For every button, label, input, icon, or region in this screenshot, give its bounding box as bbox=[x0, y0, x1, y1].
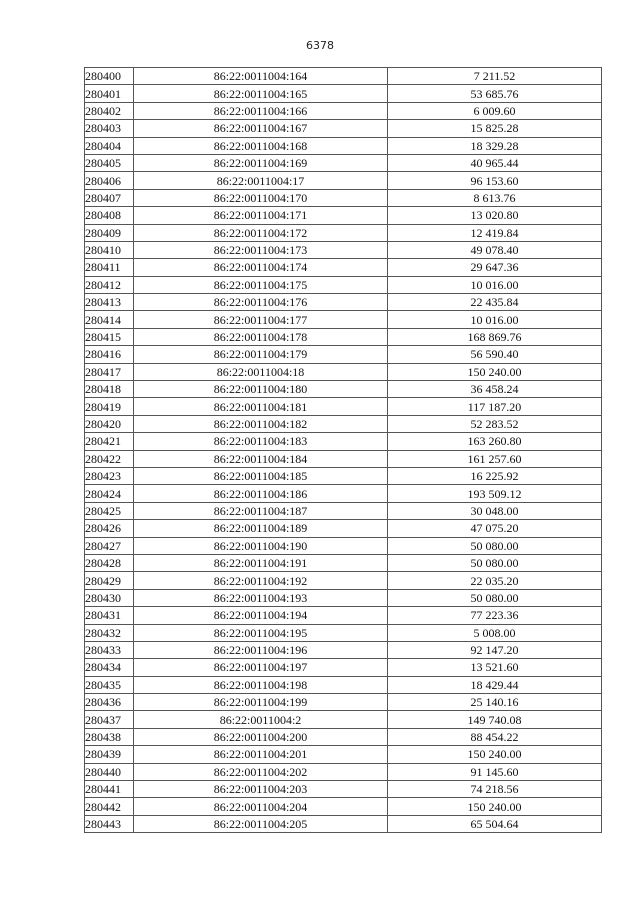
row-number: 280401 bbox=[85, 85, 134, 102]
table-row bbox=[85, 346, 602, 363]
cadastral-number: 86:22:0011004:201 bbox=[134, 746, 388, 763]
row-number: 280414 bbox=[85, 311, 134, 328]
row-number: 280416 bbox=[85, 346, 134, 363]
cadastral-value: 10 016.00 bbox=[388, 276, 602, 293]
cadastral-number: 86:22:0011004:177 bbox=[134, 311, 388, 328]
table-row bbox=[85, 415, 602, 432]
table-row bbox=[85, 815, 602, 832]
row-number: 280415 bbox=[85, 328, 134, 345]
cadastral-number: 86:22:0011004:180 bbox=[134, 381, 388, 398]
table-row bbox=[85, 137, 602, 154]
cadastral-value: 29 647.36 bbox=[388, 259, 602, 276]
cadastral-value: 161 257.60 bbox=[388, 450, 602, 467]
cadastral-value: 8 613.76 bbox=[388, 189, 602, 206]
cadastral-number: 86:22:0011004:189 bbox=[134, 520, 388, 537]
cadastral-number: 86:22:0011004:192 bbox=[134, 572, 388, 589]
row-number: 280421 bbox=[85, 433, 134, 450]
cadastral-number: 86:22:0011004:178 bbox=[134, 328, 388, 345]
cadastral-value: 65 504.64 bbox=[388, 815, 602, 832]
row-number: 280422 bbox=[85, 450, 134, 467]
cadastral-number: 86:22:0011004:182 bbox=[134, 415, 388, 432]
cadastral-value: 150 240.00 bbox=[388, 363, 602, 380]
row-number: 280409 bbox=[85, 224, 134, 241]
cadastral-value: 36 458.24 bbox=[388, 381, 602, 398]
cadastral-value: 13 020.80 bbox=[388, 207, 602, 224]
table-row bbox=[85, 607, 602, 624]
row-number: 280412 bbox=[85, 276, 134, 293]
row-number: 280439 bbox=[85, 746, 134, 763]
cadastral-number: 86:22:0011004:183 bbox=[134, 433, 388, 450]
cadastral-value: 13 521.60 bbox=[388, 659, 602, 676]
row-number: 280417 bbox=[85, 363, 134, 380]
cadastral-number: 86:22:0011004:167 bbox=[134, 120, 388, 137]
row-number: 280427 bbox=[85, 537, 134, 554]
table-row bbox=[85, 85, 602, 102]
table-row bbox=[85, 554, 602, 571]
table-row bbox=[85, 102, 602, 119]
table-row bbox=[85, 398, 602, 415]
row-number: 280438 bbox=[85, 728, 134, 745]
row-number: 280437 bbox=[85, 711, 134, 728]
table-row bbox=[85, 259, 602, 276]
cadastral-number: 86:22:0011004:165 bbox=[134, 85, 388, 102]
cadastral-value: 10 016.00 bbox=[388, 311, 602, 328]
cadastral-value: 15 825.28 bbox=[388, 120, 602, 137]
cadastral-value: 163 260.80 bbox=[388, 433, 602, 450]
table-row bbox=[85, 694, 602, 711]
cadastral-number: 86:22:0011004:187 bbox=[134, 502, 388, 519]
row-number: 280403 bbox=[85, 120, 134, 137]
table-row bbox=[85, 241, 602, 258]
table-row bbox=[85, 450, 602, 467]
table-row bbox=[85, 68, 602, 85]
cadastral-number: 86:22:0011004:2 bbox=[134, 711, 388, 728]
cadastral-number: 86:22:0011004:193 bbox=[134, 589, 388, 606]
table-row bbox=[85, 746, 602, 763]
table-row bbox=[85, 572, 602, 589]
row-number: 280435 bbox=[85, 676, 134, 693]
row-number: 280430 bbox=[85, 589, 134, 606]
table-row bbox=[85, 711, 602, 728]
row-number: 280410 bbox=[85, 241, 134, 258]
table-row bbox=[85, 641, 602, 658]
table-row bbox=[85, 676, 602, 693]
cadastral-number: 86:22:0011004:164 bbox=[134, 68, 388, 85]
cadastral-number: 86:22:0011004:194 bbox=[134, 607, 388, 624]
cadastral-number: 86:22:0011004:17 bbox=[134, 172, 388, 189]
row-number: 280432 bbox=[85, 624, 134, 641]
row-number: 280405 bbox=[85, 154, 134, 171]
cadastral-number: 86:22:0011004:172 bbox=[134, 224, 388, 241]
row-number: 280411 bbox=[85, 259, 134, 276]
cadastral-number: 86:22:0011004:198 bbox=[134, 676, 388, 693]
row-number: 280436 bbox=[85, 694, 134, 711]
row-number: 280408 bbox=[85, 207, 134, 224]
table-row bbox=[85, 589, 602, 606]
table-row bbox=[85, 502, 602, 519]
cadastral-value: 18 429.44 bbox=[388, 676, 602, 693]
cadastral-value: 12 419.84 bbox=[388, 224, 602, 241]
row-number: 280423 bbox=[85, 467, 134, 484]
cadastral-number: 86:22:0011004:205 bbox=[134, 815, 388, 832]
table-row bbox=[85, 433, 602, 450]
table-row bbox=[85, 276, 602, 293]
row-number: 280440 bbox=[85, 763, 134, 780]
row-number: 280441 bbox=[85, 781, 134, 798]
row-number: 280425 bbox=[85, 502, 134, 519]
table-row bbox=[85, 363, 602, 380]
cadastral-number: 86:22:0011004:196 bbox=[134, 641, 388, 658]
table-body bbox=[85, 68, 602, 833]
cadastral-number: 86:22:0011004:168 bbox=[134, 137, 388, 154]
cadastral-value: 168 869.76 bbox=[388, 328, 602, 345]
cadastral-value: 49 078.40 bbox=[388, 241, 602, 258]
page-number: 6378 bbox=[306, 39, 334, 52]
cadastral-number: 86:22:0011004:170 bbox=[134, 189, 388, 206]
cadastral-number: 86:22:0011004:190 bbox=[134, 537, 388, 554]
row-number: 280418 bbox=[85, 381, 134, 398]
cadastral-number: 86:22:0011004:174 bbox=[134, 259, 388, 276]
table-row bbox=[85, 537, 602, 554]
table-row bbox=[85, 624, 602, 641]
table-row bbox=[85, 328, 602, 345]
row-number: 280431 bbox=[85, 607, 134, 624]
row-number: 280407 bbox=[85, 189, 134, 206]
cadastral-value: 53 685.76 bbox=[388, 85, 602, 102]
table-row bbox=[85, 154, 602, 171]
cadastral-value: 50 080.00 bbox=[388, 537, 602, 554]
table-row bbox=[85, 763, 602, 780]
row-number: 280404 bbox=[85, 137, 134, 154]
cadastral-number: 86:22:0011004:166 bbox=[134, 102, 388, 119]
cadastral-number: 86:22:0011004:197 bbox=[134, 659, 388, 676]
row-number: 280434 bbox=[85, 659, 134, 676]
cadastral-number: 86:22:0011004:199 bbox=[134, 694, 388, 711]
cadastral-number: 86:22:0011004:175 bbox=[134, 276, 388, 293]
row-number: 280443 bbox=[85, 815, 134, 832]
table-row bbox=[85, 798, 602, 815]
row-number: 280420 bbox=[85, 415, 134, 432]
table-row bbox=[85, 224, 602, 241]
cadastral-value: 77 223.36 bbox=[388, 607, 602, 624]
cadastral-value: 6 009.60 bbox=[388, 102, 602, 119]
cadastral-value: 74 218.56 bbox=[388, 781, 602, 798]
cadastral-value: 92 147.20 bbox=[388, 641, 602, 658]
row-number: 280428 bbox=[85, 554, 134, 571]
table-row bbox=[85, 189, 602, 206]
cadastral-number: 86:22:0011004:18 bbox=[134, 363, 388, 380]
cadastral-value: 22 035.20 bbox=[388, 572, 602, 589]
cadastral-number: 86:22:0011004:186 bbox=[134, 485, 388, 502]
cadastral-value: 18 329.28 bbox=[388, 137, 602, 154]
table-row bbox=[85, 381, 602, 398]
cadastral-number: 86:22:0011004:203 bbox=[134, 781, 388, 798]
cadastral-number: 86:22:0011004:200 bbox=[134, 728, 388, 745]
cadastral-value: 52 283.52 bbox=[388, 415, 602, 432]
cadastral-value: 30 048.00 bbox=[388, 502, 602, 519]
row-number: 280424 bbox=[85, 485, 134, 502]
row-number: 280426 bbox=[85, 520, 134, 537]
cadastral-number: 86:22:0011004:185 bbox=[134, 467, 388, 484]
table-row bbox=[85, 485, 602, 502]
cadastral-value: 149 740.08 bbox=[388, 711, 602, 728]
cadastral-value: 150 240.00 bbox=[388, 798, 602, 815]
cadastral-value: 40 965.44 bbox=[388, 154, 602, 171]
cadastral-value: 7 211.52 bbox=[388, 68, 602, 85]
table-row bbox=[85, 172, 602, 189]
cadastral-value: 16 225.92 bbox=[388, 467, 602, 484]
row-number: 280433 bbox=[85, 641, 134, 658]
table-row bbox=[85, 520, 602, 537]
cadastral-number: 86:22:0011004:204 bbox=[134, 798, 388, 815]
table-row bbox=[85, 728, 602, 745]
table-row bbox=[85, 659, 602, 676]
cadastral-number: 86:22:0011004:179 bbox=[134, 346, 388, 363]
registry-table bbox=[84, 67, 602, 833]
cadastral-value: 193 509.12 bbox=[388, 485, 602, 502]
row-number: 280413 bbox=[85, 294, 134, 311]
row-number: 280406 bbox=[85, 172, 134, 189]
cadastral-number: 86:22:0011004:181 bbox=[134, 398, 388, 415]
table-row bbox=[85, 311, 602, 328]
cadastral-value: 88 454.22 bbox=[388, 728, 602, 745]
cadastral-value: 150 240.00 bbox=[388, 746, 602, 763]
table-row bbox=[85, 120, 602, 137]
row-number: 280442 bbox=[85, 798, 134, 815]
table-row bbox=[85, 294, 602, 311]
row-number: 280402 bbox=[85, 102, 134, 119]
cadastral-number: 86:22:0011004:169 bbox=[134, 154, 388, 171]
cadastral-number: 86:22:0011004:202 bbox=[134, 763, 388, 780]
cadastral-value: 22 435.84 bbox=[388, 294, 602, 311]
cadastral-number: 86:22:0011004:191 bbox=[134, 554, 388, 571]
cadastral-value: 50 080.00 bbox=[388, 589, 602, 606]
table-row bbox=[85, 207, 602, 224]
table-row bbox=[85, 781, 602, 798]
cadastral-number: 86:22:0011004:184 bbox=[134, 450, 388, 467]
row-number: 280429 bbox=[85, 572, 134, 589]
cadastral-number: 86:22:0011004:171 bbox=[134, 207, 388, 224]
cadastral-value: 5 008.00 bbox=[388, 624, 602, 641]
cadastral-number: 86:22:0011004:176 bbox=[134, 294, 388, 311]
cadastral-value: 25 140.16 bbox=[388, 694, 602, 711]
cadastral-value: 96 153.60 bbox=[388, 172, 602, 189]
cadastral-value: 117 187.20 bbox=[388, 398, 602, 415]
cadastral-value: 47 075.20 bbox=[388, 520, 602, 537]
cadastral-value: 91 145.60 bbox=[388, 763, 602, 780]
row-number: 280400 bbox=[85, 68, 134, 85]
row-number: 280419 bbox=[85, 398, 134, 415]
cadastral-value: 56 590.40 bbox=[388, 346, 602, 363]
cadastral-number: 86:22:0011004:195 bbox=[134, 624, 388, 641]
cadastral-value: 50 080.00 bbox=[388, 554, 602, 571]
table-row bbox=[85, 467, 602, 484]
cadastral-number: 86:22:0011004:173 bbox=[134, 241, 388, 258]
